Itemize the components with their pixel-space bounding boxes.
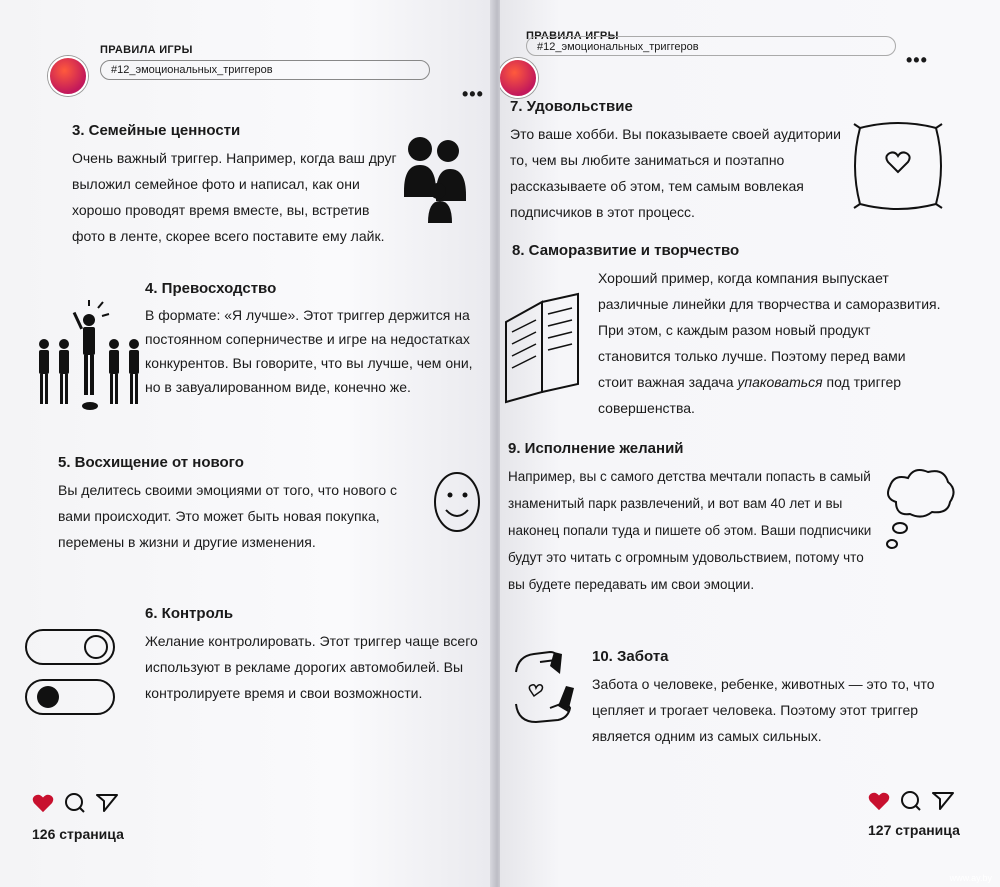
competitors-icon xyxy=(32,298,150,416)
hashtag-field: #12_эмоциональных_триггеров xyxy=(526,36,896,56)
left-page xyxy=(0,0,497,887)
page-number: 127 страница xyxy=(868,822,960,838)
section-text-before: Хороший пример, когда компания выпускает различные линейки для творчества и саморазвития. При этом, с каждым разом новый продукт становится только лучше. Поэтому перед вами стоит важная задача xyxy=(598,270,941,390)
section-title: 10. Забота xyxy=(592,648,669,665)
post-actions xyxy=(32,792,118,814)
header-title: ПРАВИЛА ИГРЫ xyxy=(100,44,193,56)
profile-avatar xyxy=(48,56,88,96)
section-text: В формате: «Я лучше». Этот триггер держится на постоянном соперничестве и игре на недостатках конкурентов. Вы говорите, что вы лучше, чем они, но в завуалированном виде, конечно же. xyxy=(145,307,473,395)
more-options-icon: ••• xyxy=(462,84,484,104)
section-title: 9. Исполнение желаний xyxy=(508,440,684,457)
heart-icon[interactable] xyxy=(32,793,54,813)
section-title: 5. Восхищение от нового xyxy=(58,454,244,471)
section-text: Это ваше хобби. Вы показываете своей аудитории то, чем вы любите заниматься и поэтапно рассказываете об этом, тем самым вовлекая подписчиков в этот процесс. xyxy=(510,126,841,220)
comment-icon[interactable] xyxy=(900,790,922,812)
section-title: 8. Саморазвитие и творчество xyxy=(512,242,740,259)
thought-cloud-icon xyxy=(882,462,958,554)
more-options-icon: ••• xyxy=(906,50,928,70)
section-control xyxy=(145,605,490,706)
section-text: Вы делитесь своими эмоциями от того, что нового с вами происходит. Это может быть новая покупка, перемены в жизни и другие изменения. xyxy=(58,482,397,550)
heart-icon[interactable] xyxy=(868,791,890,811)
profile-avatar xyxy=(500,58,538,98)
header-title: ПРАВИЛА ИГРЫ xyxy=(526,30,619,42)
open-book-icon xyxy=(502,292,584,404)
section-title: 3. Семейные ценности xyxy=(72,122,241,139)
section-text: Например, вы с самого детства мечтали попасть в самый знаменитый парк развлечений, и вот вам 40 лет и вы наконец попали туда и пишете об этом. Ваши подписчики будут это читать с огромным удовольствием, потому что вы будете передавать им свои эмоции. xyxy=(508,469,872,592)
section-text-italic: упаковаться xyxy=(737,374,823,390)
section-title: 4. Превосходство xyxy=(145,280,277,297)
comment-icon[interactable] xyxy=(64,792,86,814)
section-pleasure xyxy=(510,98,845,225)
section-wishes xyxy=(508,440,873,598)
right-page xyxy=(500,0,1000,887)
section-text: Очень важный триггер. Например, когда ваш друг выложил семейное фото и написал, как они хорошо проводят время вместе, вы, встретив фото в ленте, скорее всего поставите ему лайк. xyxy=(72,150,397,244)
share-icon[interactable] xyxy=(932,791,954,811)
section-text-after: под триггер совершенства. xyxy=(598,374,902,416)
hashtag-field: #12_эмоциональных_триггеров xyxy=(100,60,430,80)
section-family-values xyxy=(72,122,402,249)
post-actions xyxy=(868,790,954,812)
caring-hands-icon xyxy=(510,646,580,730)
toggle-switches-icon xyxy=(22,624,122,724)
section-superiority xyxy=(145,280,490,399)
family-icon xyxy=(400,135,472,227)
page-number: 126 страница xyxy=(32,826,124,842)
watermark: www.ay.by xyxy=(949,873,992,883)
section-title: 6. Контроль xyxy=(145,605,234,622)
section-text: Забота о человеке, ребенке, животных — это то, что цепляет и трогает человека. Поэтому этот триггер является одним из самых сильных. xyxy=(592,676,935,744)
pillow-heart-icon xyxy=(848,118,948,214)
section-text xyxy=(598,265,942,421)
smiley-face-icon xyxy=(432,470,484,536)
section-novelty xyxy=(58,454,428,555)
section-care xyxy=(592,648,952,749)
section-title: 7. Удовольствие xyxy=(510,98,633,115)
section-text: Желание контролировать. Этот триггер чаще всего используют в рекламе дорогих автомобилей. Вы контролируете время и свои возможности. xyxy=(145,633,478,701)
share-icon[interactable] xyxy=(96,793,118,813)
